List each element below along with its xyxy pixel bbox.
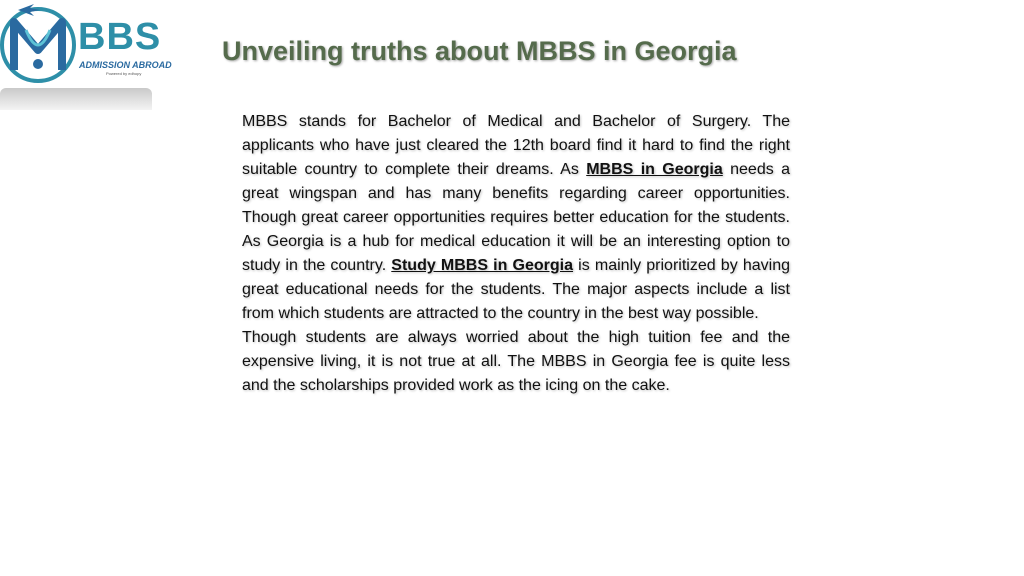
study-mbbs-in-georgia-link[interactable]: Study MBBS in Georgia — [391, 257, 574, 274]
article-body — [242, 110, 790, 398]
logo-subtitle: ADMISSION ABROAD — [79, 60, 172, 70]
logo-tagline: Powered by edhopy — [106, 71, 142, 76]
brand-logo[interactable] — [0, 0, 172, 90]
logo-brand-text: BBS — [78, 16, 162, 58]
logo-emblem-icon — [0, 0, 80, 90]
paragraph-text: MBBS stands for Bachelor of Medical and Bachelor of Surgery. The applicants who have just cleared the 12th board find it hard to find the right suitable country to complete their dreams. As — [242, 113, 790, 178]
paragraph-text: is mainly prioritized by having great educational needs for the students. The major aspects include a list from which students are attracted to the country in the best way possible. — [242, 257, 790, 322]
paragraph-text: needs a great wingspan and has many benefits regarding career opportunities. Though great career opportunities requires better education for the students. As Georgia is a hub for medical education it will be an interesting option to study in the country. — [242, 161, 791, 274]
mbbs-in-georgia-link[interactable]: MBBS in Georgia — [586, 161, 723, 178]
logo-shadow — [0, 88, 152, 110]
paragraph-intro — [242, 110, 790, 326]
page-title: Unveiling truths about MBBS in Georgia — [222, 36, 737, 66]
paragraph-fees: Though students are always worried about the high tuition fee and the expensive living, it is not true at all. The MBBS in Georgia fee is quite less and the scholarships provided work as the icing on the cake. — [242, 329, 790, 394]
